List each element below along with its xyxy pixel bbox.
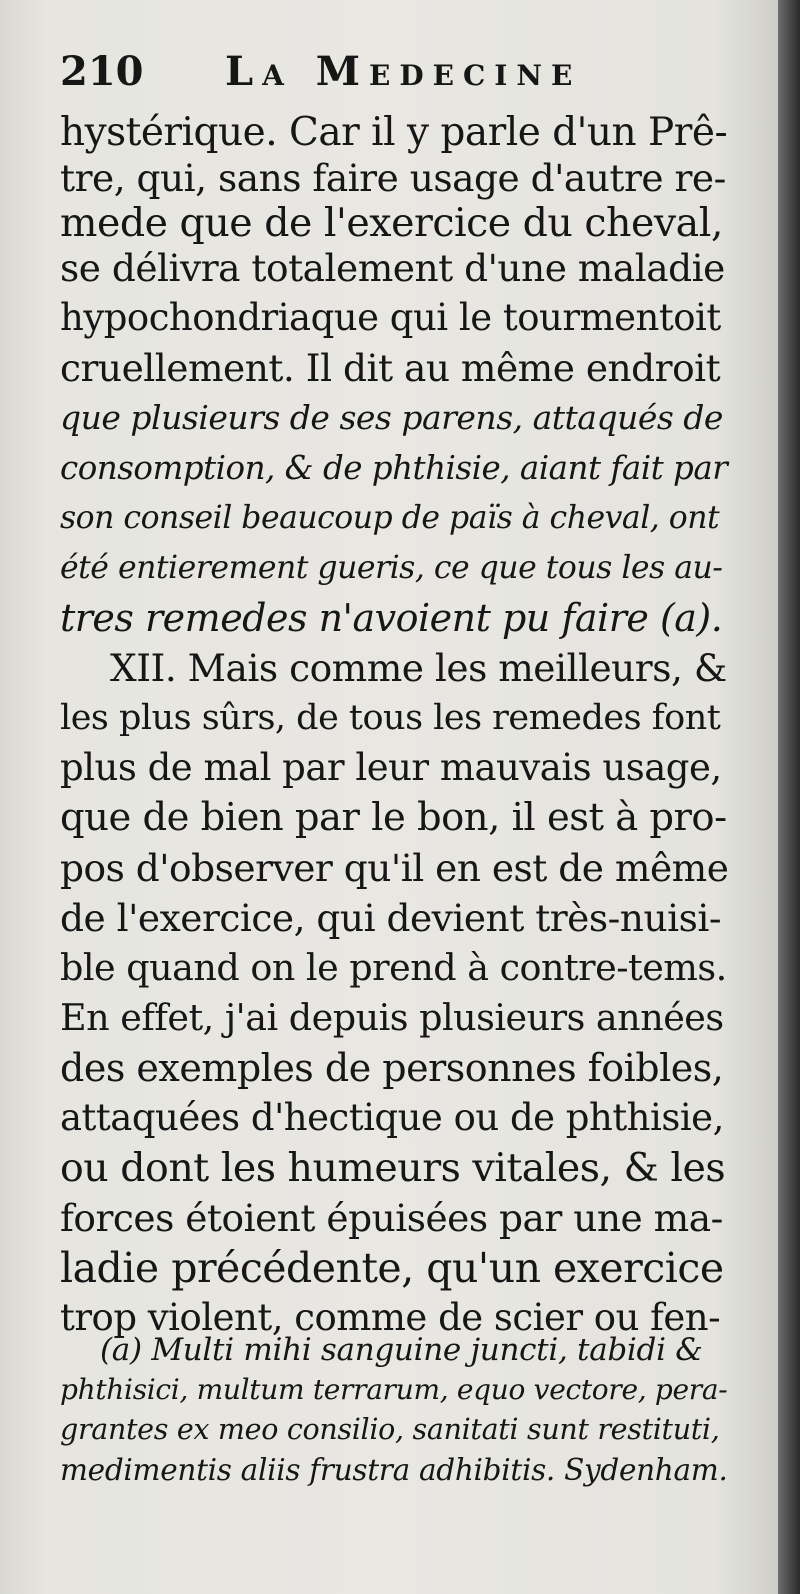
body-line: En effet, j'ai depuis plusieurs années: [60, 996, 724, 1039]
footnote-line: grantes ex meo consilio, sanitati sunt restituti,: [60, 1413, 720, 1446]
body-line: attaquées d'hectique ou de phthisie,: [60, 1096, 724, 1139]
footnote-line: phthisici, multum terrarum, equo vectore, pera-: [60, 1373, 728, 1406]
body-line: se délivra totalement d'une maladie: [60, 246, 725, 290]
body-line: ble quand on le prend à contre-tems.: [60, 946, 727, 989]
running-title: La Medecine: [225, 48, 582, 95]
page-edge-shadow: [778, 0, 800, 1594]
body-line-italic: été entierement gueris, ce que tous les au-: [60, 550, 723, 586]
body-line-italic: consomption, & de phthisie, aiant fait par: [60, 449, 728, 487]
body-line: pos d'observer qu'il en est de même: [60, 846, 729, 890]
body-line: cruellement. Il dit au même endroit: [60, 346, 721, 390]
body-line: que de bien par le bon, il est à pro-: [60, 795, 727, 840]
footnote-line: (a) Multi mihi sanguine juncti, tabidi &: [100, 1332, 703, 1368]
body-line: les plus sûrs, de tous les remedes font: [60, 698, 721, 738]
body-line: trop violent, comme de scier ou fen-: [60, 1296, 721, 1339]
body-line: hypochondriaque qui le tourmentoit: [60, 296, 721, 339]
body-line: de l'exercice, qui devient très-nuisi-: [60, 896, 721, 940]
body-text: [60, 105, 729, 1339]
body-line: forces étoient épuisées par une ma-: [60, 1196, 723, 1240]
body-line: tre, qui, sans faire usage d'autre re-: [60, 156, 726, 200]
body-line: des exemples de personnes foibles,: [60, 1046, 724, 1090]
paragraph-start: XII. Mais comme les meilleurs, &: [110, 646, 727, 690]
body-line: hystérique. Car il y parle d'un Prê-: [60, 110, 728, 155]
page-number: 210: [60, 48, 144, 95]
body-line-italic: son conseil beaucoup de païs à cheval, ont: [60, 500, 720, 536]
footnote-line: medimentis aliis frustra adhibitis. Sydenham.: [60, 1453, 728, 1487]
body-line: mede que de l'exercice du cheval,: [60, 200, 723, 246]
footnote: [60, 1330, 728, 1500]
body-line: plus de mal par leur mauvais usage,: [60, 746, 722, 789]
page-header: [60, 48, 728, 108]
body-line-italic: que plusieurs de ses parens, attaqués de: [60, 398, 723, 437]
body-line-italic: tres remedes n'avoient pu faire (a).: [60, 596, 723, 640]
body-line: ladie précédente, qu'un exercice: [60, 1244, 724, 1292]
body-line: ou dont les humeurs vitales, & les: [60, 1145, 726, 1191]
